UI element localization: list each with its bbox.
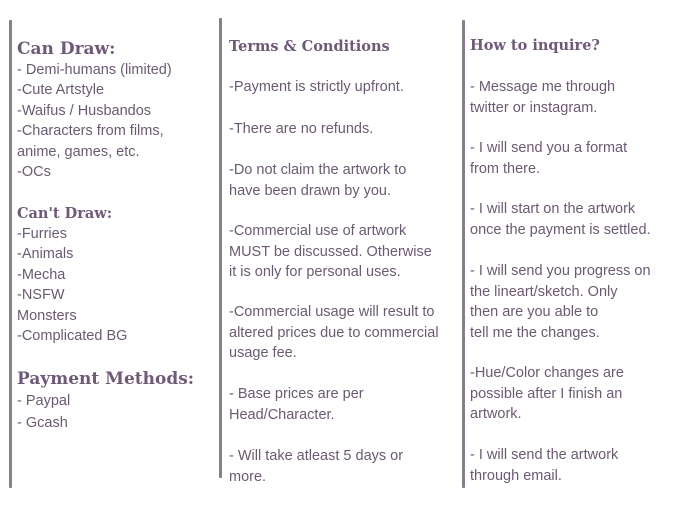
text-line: Head/Character.: [229, 406, 335, 423]
text-line: -Commercial use of artwork: [229, 223, 407, 239]
text-line: - I will send the artwork: [470, 447, 619, 463]
text-line: MUST be discussed. Otherwise: [229, 243, 432, 260]
text-line: through email.: [470, 467, 562, 484]
cant-draw-list: [17, 224, 127, 346]
can-draw-list: [17, 60, 172, 182]
terms-paragraph: [229, 221, 432, 283]
terms-paragraph: [229, 77, 404, 98]
text-line: the lineart/sketch. Only: [470, 283, 618, 300]
list-item: - Paypal: [17, 393, 71, 409]
inquire-paragraph: [470, 199, 651, 240]
text-line: - Will take atleast 5 days or: [229, 448, 404, 464]
text-line: altered prices due to commercial: [229, 324, 439, 341]
list-item: Monsters: [17, 307, 77, 324]
text-line: -Payment is strictly upfront.: [229, 79, 404, 95]
cant-draw-section: [17, 204, 127, 346]
list-item: -Waifus / Husbandos: [17, 102, 152, 119]
terms-paragraph: [229, 119, 373, 140]
payment-methods-list: [17, 390, 194, 434]
list-item: -Cute Artstyle: [17, 82, 105, 99]
inquire-paragraph: [470, 261, 651, 343]
text-line: tell me the changes.: [470, 324, 600, 341]
list-item: anime, games, etc.: [17, 143, 140, 160]
can-draw-heading: Can Draw:: [17, 39, 116, 59]
terms-paragraph: [229, 302, 439, 364]
text-line: - Base prices are per: [229, 386, 364, 402]
terms-paragraph: [229, 384, 364, 425]
list-item: -OCs: [17, 164, 51, 181]
list-item: - Demi-humans (limited): [17, 62, 172, 78]
left-divider: [9, 20, 12, 488]
text-line: twitter or instagram.: [470, 99, 598, 116]
text-line: artwork.: [470, 406, 522, 422]
right-divider: [462, 20, 465, 488]
terms-paragraph: [229, 446, 403, 487]
text-line: - I will send you progress on: [470, 263, 651, 279]
inquire-paragraph: [470, 445, 618, 486]
text-line: -Commercial usage will result to: [229, 304, 435, 320]
text-line: -Do not claim the artwork to: [229, 162, 407, 178]
payment-methods-section: [17, 368, 194, 434]
list-item: -Complicated BG: [17, 328, 128, 345]
can-draw-section: [17, 38, 172, 182]
list-item: -Furries: [17, 226, 67, 242]
cant-draw-heading: Can't Draw:: [17, 205, 113, 222]
text-line: -Hue/Color changes are: [470, 365, 624, 381]
text-line: - I will send you a format: [470, 140, 628, 156]
text-line: - Message me through: [470, 79, 616, 95]
terms-paragraph: [229, 160, 406, 201]
text-line: usage fee.: [229, 345, 297, 361]
list-item: -Mecha: [17, 266, 66, 283]
text-line: once the payment is settled.: [470, 221, 651, 238]
text-line: then are you able to: [470, 304, 599, 320]
inquire-heading: How to inquire?: [470, 37, 600, 54]
list-item: -Animals: [17, 246, 74, 263]
inquire-paragraph: [470, 77, 615, 118]
list-item: - Gcash: [17, 415, 68, 431]
terms-heading: Terms & Conditions: [229, 38, 390, 55]
text-line: have been drawn by you.: [229, 182, 392, 199]
text-line: -There are no refunds.: [229, 121, 374, 137]
list-item: -NSFW: [17, 287, 65, 304]
inquire-paragraph: [470, 138, 627, 179]
text-line: - I will start on the artwork: [470, 201, 636, 217]
text-line: more.: [229, 468, 267, 485]
text-line: it is only for personal uses.: [229, 264, 401, 280]
text-line: possible after I finish an: [470, 385, 623, 402]
middle-divider: [219, 18, 222, 478]
inquire-paragraph: [470, 363, 624, 425]
list-item: -Characters from films,: [17, 123, 164, 140]
text-line: from there.: [470, 160, 541, 177]
payment-methods-heading: Payment Methods:: [17, 369, 195, 389]
